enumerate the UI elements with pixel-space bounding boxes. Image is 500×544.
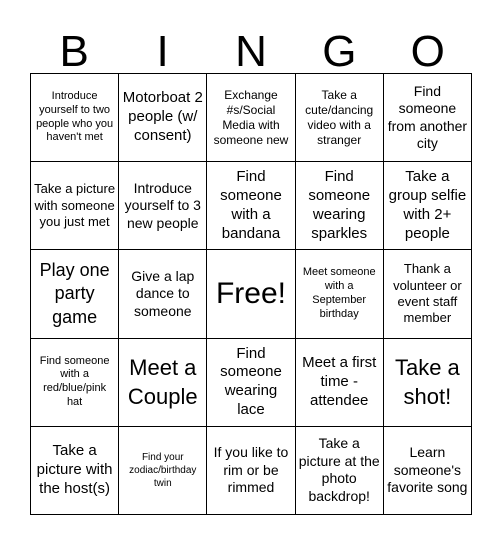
bingo-cell-r4c3[interactable]: Find someone wearing lace bbox=[207, 339, 295, 427]
bingo-cell-r2c4[interactable]: Find someone wearing sparkles bbox=[296, 162, 384, 250]
bingo-cell-r1c1[interactable]: Introduce yourself to two people who you haven't met bbox=[31, 74, 119, 162]
bingo-cell-r2c2[interactable]: Introduce yourself to 3 new people bbox=[119, 162, 207, 250]
bingo-cell-r1c4[interactable]: Take a cute/dancing video with a stranger bbox=[296, 74, 384, 162]
bingo-cell-r1c5[interactable]: Find someone from another city bbox=[384, 74, 472, 162]
bingo-cell-r5c2[interactable]: Find your zodiac/birthday twin bbox=[119, 427, 207, 515]
bingo-cell-r5c5[interactable]: Learn someone's favorite song bbox=[384, 427, 472, 515]
bingo-cell-r4c5[interactable]: Take a shot! bbox=[384, 339, 472, 427]
bingo-cell-r3c4[interactable]: Meet someone with a September birthday bbox=[296, 250, 384, 338]
bingo-cell-r1c2[interactable]: Motorboat 2 people (w/ consent) bbox=[119, 74, 207, 162]
bingo-cell-free[interactable]: Free! bbox=[207, 250, 295, 338]
bingo-cell-r5c3[interactable]: If you like to rim or be rimmed bbox=[207, 427, 295, 515]
bingo-cell-r2c3[interactable]: Find someone with a bandana bbox=[207, 162, 295, 250]
bingo-cell-r4c1[interactable]: Find someone with a red/blue/pink hat bbox=[31, 339, 119, 427]
bingo-cell-r5c1[interactable]: Take a picture with the host(s) bbox=[31, 427, 119, 515]
bingo-cell-r5c4[interactable]: Take a picture at the photo backdrop! bbox=[296, 427, 384, 515]
bingo-title bbox=[30, 28, 472, 76]
title-letter-i: I bbox=[156, 27, 169, 76]
bingo-cell-r3c2[interactable]: Give a lap dance to someone bbox=[119, 250, 207, 338]
title-letter-g: G bbox=[322, 27, 357, 76]
title-letter-n: N bbox=[235, 27, 267, 76]
title-letter-b: B bbox=[59, 27, 89, 76]
title-letter-o: O bbox=[410, 27, 445, 76]
bingo-cell-r3c1[interactable]: Play one party game bbox=[31, 250, 119, 338]
bingo-cell-r3c5[interactable]: Thank a volunteer or event staff member bbox=[384, 250, 472, 338]
bingo-cell-r2c1[interactable]: Take a picture with someone you just met bbox=[31, 162, 119, 250]
bingo-board bbox=[30, 73, 472, 515]
bingo-cell-r2c5[interactable]: Take a group selfie with 2+ people bbox=[384, 162, 472, 250]
bingo-cell-r4c2[interactable]: Meet a Couple bbox=[119, 339, 207, 427]
bingo-cell-r1c3[interactable]: Exchange #s/Social Media with someone new bbox=[207, 74, 295, 162]
bingo-cell-r4c4[interactable]: Meet a first time - attendee bbox=[296, 339, 384, 427]
